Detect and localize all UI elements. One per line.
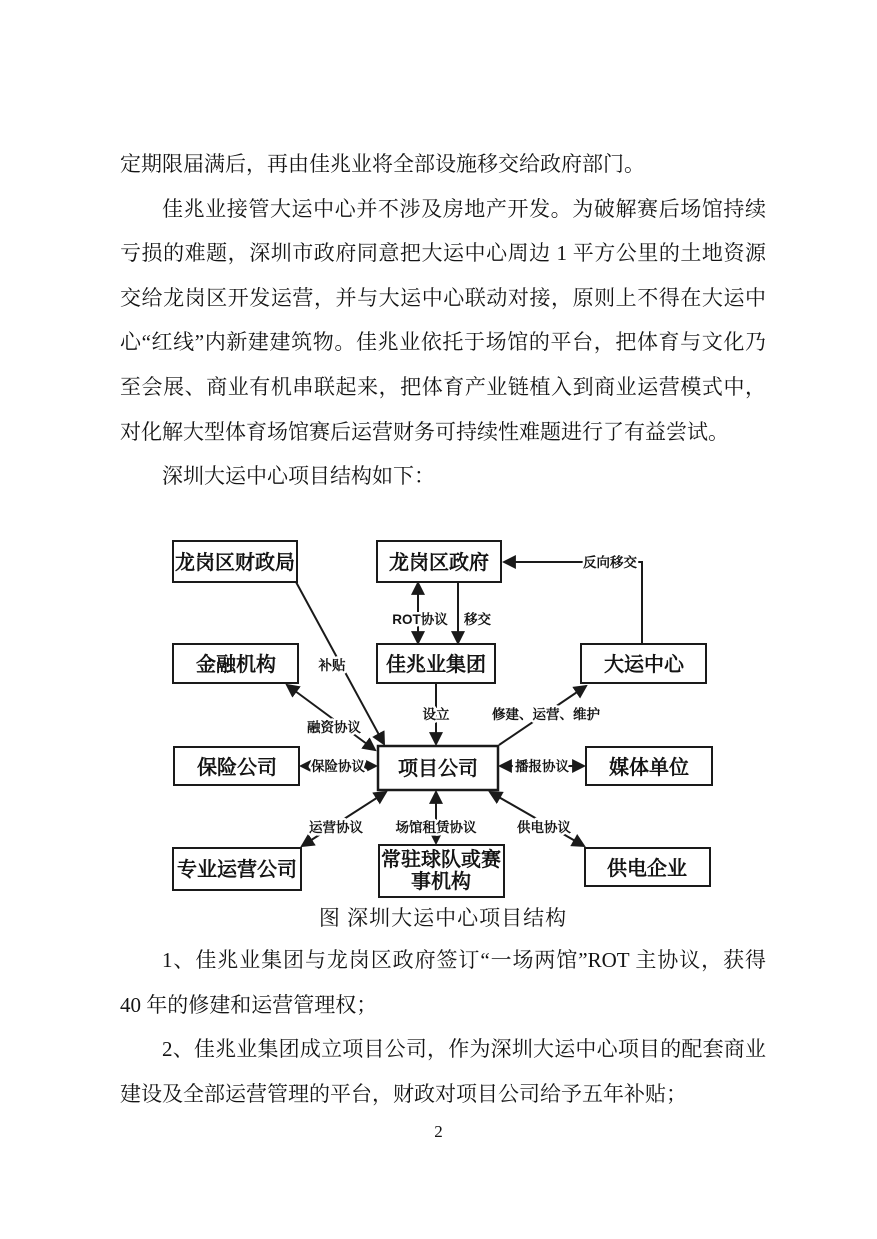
label-reverse-transfer: 反向移交	[583, 555, 637, 570]
label-insurance-agreement: 保险协议	[311, 759, 365, 774]
box-project-co	[378, 746, 498, 790]
svg-text:专业运营公司: 专业运营公司	[177, 859, 297, 881]
figure-caption: 图 深圳大运中心项目结构	[318, 906, 568, 930]
paragraph-continuation: 定期限届满后，再由佳兆业将全部设施移交给政府部门。	[120, 152, 645, 176]
label-rot-agreement: ROT协议	[392, 612, 448, 627]
svg-text:龙岗区财政局: 龙岗区财政局	[175, 552, 295, 574]
label-power-supply-agreement: 供电协议	[517, 820, 571, 835]
body-text	[120, 142, 766, 499]
arrow-financing-agreement	[287, 685, 375, 750]
numbered-items	[120, 938, 766, 1116]
label-operation-agreement: 运营协议	[309, 820, 363, 835]
arrow-reverse-transfer	[504, 562, 642, 644]
label-financing-agreement: 融资协议	[307, 720, 361, 735]
box-insurance-co	[174, 747, 299, 785]
svg-text:媒体单位: 媒体单位	[609, 757, 689, 779]
label-establish: 设立	[422, 707, 450, 722]
svg-text:常驻球队或赛: 常驻球队或赛	[381, 849, 501, 871]
paragraph-main: 佳兆业接管大运中心并不涉及房地产开发。为破解赛后场馆持续亏损的难题，深圳市政府同意把大运中心周边 1 平方公里的土地资源交给龙岗区开发运营，并与大运中心联动对接，原则上不得在大运中心“红线”内新建建筑物。佳兆业依托于场馆的平台，把体育与文化乃至会展、商业有机串联起来，把体育产业链植入到商业运营模式中，对化解大型体育场馆赛后运营财务可持续性难题进行了有益尝试。	[120, 196, 766, 444]
svg-text:大运中心: 大运中心	[604, 654, 684, 676]
box-pro-ops-co	[173, 848, 301, 890]
box-finance-bureau	[173, 541, 297, 582]
box-media-unit	[586, 747, 712, 785]
project-structure-diagram	[160, 535, 720, 902]
page-number: 2	[434, 1122, 443, 1141]
box-universiade-center	[581, 644, 706, 683]
box-district-govt	[377, 541, 501, 582]
paragraph-intro: 深圳大运中心项目结构如下：	[162, 464, 435, 489]
label-broadcast-agreement: 播报协议	[515, 759, 569, 774]
svg-text:佳兆业集团: 佳兆业集团	[386, 654, 486, 676]
svg-text:金融机构: 金融机构	[196, 654, 276, 676]
label-subsidy: 补贴	[318, 658, 346, 673]
svg-text:龙岗区政府: 龙岗区政府	[389, 552, 489, 574]
label-transfer: 移交	[464, 612, 491, 627]
list-item-1: 1、佳兆业集团与龙岗区政府签订“一场两馆”ROT 主协议，获得 40 年的修建和运营管理权；	[120, 948, 766, 1017]
svg-text:保险公司: 保险公司	[197, 757, 277, 779]
box-kaisa-group	[377, 644, 495, 683]
box-power-co	[585, 848, 710, 886]
arrow-power-supply-agreement	[490, 792, 584, 846]
svg-text:事机构: 事机构	[411, 871, 471, 893]
box-resident-team	[379, 845, 504, 897]
svg-text:项目公司: 项目公司	[398, 758, 478, 780]
svg-text:供电企业: 供电企业	[607, 858, 687, 880]
box-financial-inst	[173, 644, 298, 683]
label-build-operate-maintain: 修建、运营、维护	[492, 707, 600, 722]
label-venue-lease-agreement: 场馆租赁协议	[395, 820, 477, 835]
arrow-operation-agreement	[302, 792, 386, 846]
list-item-2: 2、佳兆业集团成立项目公司，作为深圳大运中心项目的配套商业建设及全部运营管理的平台，财政对项目公司给予五年补贴；	[120, 1037, 766, 1106]
